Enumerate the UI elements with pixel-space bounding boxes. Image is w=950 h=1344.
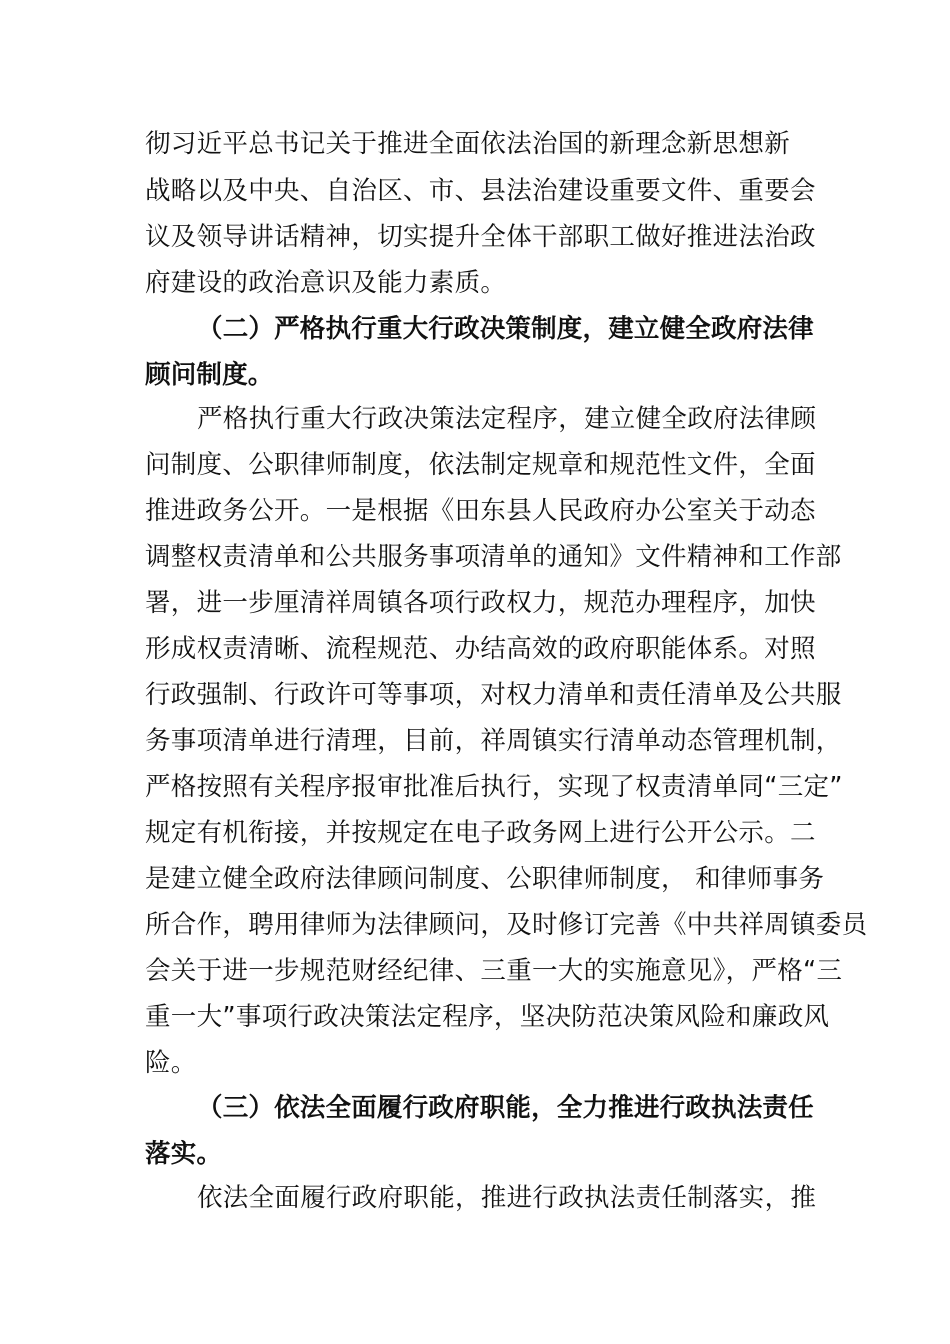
paragraph-2-line-10: 规定有机衔接，并按规定在电子政务网上进行公开公示。二	[145, 818, 816, 848]
section-heading-3-line-1: （三）依法全面履行政府职能，全力推进行政执法责任	[197, 1093, 814, 1123]
section-heading-2-line-2: 顾问制度。	[145, 360, 274, 390]
paragraph-2-line-9: 严格按照有关程序报审批准后执行，实现了权责清单同“三定”	[145, 772, 843, 802]
paragraph-2-line-3: 推进政务公开。一是根据《田东县人民政府办公室关于动态	[145, 496, 816, 526]
paragraph-2-line-6: 形成权责清晰、流程规范、办结高效的政府职能体系。对照	[145, 634, 816, 664]
section-heading-3-line-2: 落实。	[145, 1139, 223, 1169]
paragraph-1-line-3: 议及领导讲话精神，切实提升全体干部职工做好推进法治政	[145, 222, 816, 252]
paragraph-1-line-4: 府建设的政治意识及能力素质。	[145, 268, 507, 298]
paragraph-3-line-1: 依法全面履行政府职能，推进行政执法责任制落实，推	[197, 1183, 817, 1213]
paragraph-2-line-1: 严格执行重大行政决策法定程序，建立健全政府法律顾	[197, 404, 817, 434]
paragraph-2-line-7: 行政强制、行政许可等事项，对权力清单和责任清单及公共服	[145, 680, 842, 710]
paragraph-2-line-15: 险。	[145, 1048, 197, 1078]
paragraph-2-line-14: 重一大”事项行政决策法定程序，坚决防范决策风险和廉政风	[145, 1002, 830, 1032]
paragraph-2-line-12: 所合作，聘用律师为法律顾问，及时修订完善《中共祥周镇委员	[145, 910, 868, 940]
paragraph-1-line-2: 战略以及中央、自治区、市、县法治建设重要文件、重要会	[145, 176, 816, 206]
paragraph-2-line-8: 务事项清单进行清理，目前，祥周镇实行清单动态管理机制，	[145, 726, 842, 756]
paragraph-1-line-1: 彻习近平总书记关于推进全面依法治国的新理念新思想新	[145, 129, 791, 159]
section-heading-2-line-1: （二）严格执行重大行政决策制度，建立健全政府法律	[197, 314, 814, 344]
paragraph-2-line-2: 问制度、公职律师制度，依法制定规章和规范性文件，全面	[145, 450, 816, 480]
paragraph-2-line-11: 是建立健全政府法律顾问制度、公职律师制度， 和律师事务	[145, 864, 825, 894]
paragraph-2-line-4: 调整权责清单和公共服务事项清单的通知》文件精神和工作部	[145, 542, 842, 572]
paragraph-2-line-5: 署，进一步厘清祥周镇各项行政权力，规范办理程序，加快	[145, 588, 816, 618]
paragraph-2-line-13: 会关于进一步规范财经纪律、三重一大的实施意见》，严格“三	[145, 956, 843, 986]
